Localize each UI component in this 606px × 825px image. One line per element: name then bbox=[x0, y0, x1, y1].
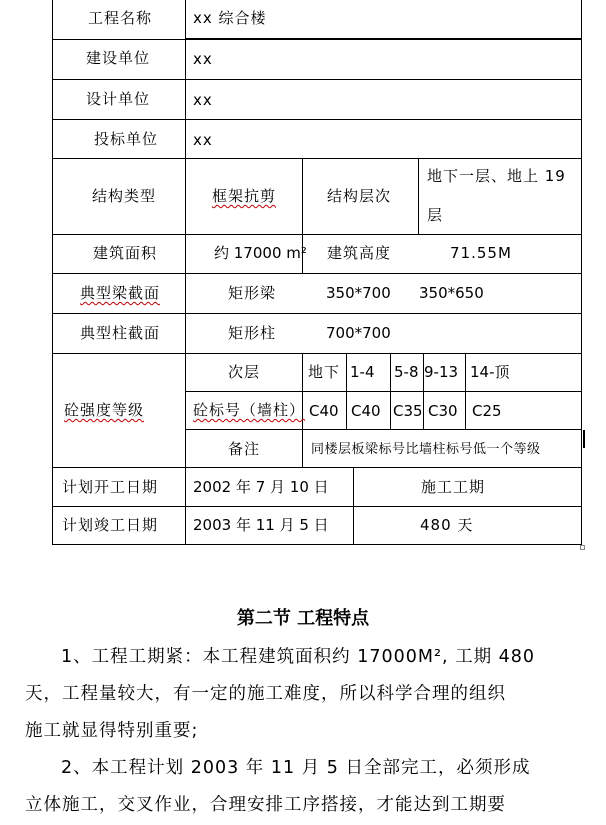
structure-levels-value-cont: 层 bbox=[427, 206, 444, 224]
table-rule bbox=[353, 467, 354, 545]
duration-value: 480 天 bbox=[420, 516, 474, 534]
paragraph-line bbox=[25, 750, 577, 787]
table-rule bbox=[390, 353, 391, 430]
table-rule bbox=[52, 353, 582, 354]
paragraph-line bbox=[25, 639, 577, 676]
column-type: 矩形柱 bbox=[228, 324, 277, 342]
floor-range: 14-顶 bbox=[470, 363, 510, 381]
bidder-label: 投标单位 bbox=[94, 130, 159, 148]
project-name-label: 工程名称 bbox=[88, 9, 153, 27]
structure-type-label: 结构类型 bbox=[92, 187, 157, 205]
structure-type-value: 框架抗剪 bbox=[212, 187, 277, 205]
table-rule bbox=[302, 429, 303, 468]
floor-range-label: 次层 bbox=[228, 363, 261, 381]
table-rule bbox=[581, 0, 582, 545]
floor-range: 地下 bbox=[308, 363, 341, 381]
grade-value: C30 bbox=[428, 402, 458, 420]
grade-value: C35 bbox=[393, 402, 423, 420]
start-date-label: 计划开工日期 bbox=[62, 478, 159, 496]
section-heading: 第二节 工程特点 bbox=[236, 608, 370, 629]
finish-date-value: 2003 年 11 月 5 日 bbox=[193, 516, 329, 534]
floor-area-label: 建筑面积 bbox=[93, 244, 158, 262]
table-rule bbox=[52, 79, 582, 80]
note-label: 备注 bbox=[228, 440, 261, 458]
table-rule bbox=[346, 353, 347, 430]
table-rule bbox=[52, 39, 582, 40]
table-rule bbox=[52, 158, 582, 159]
project-name-value: xx 综合楼 bbox=[193, 9, 267, 27]
table-rule bbox=[52, 313, 582, 314]
start-date-value: 2002 年 7 月 10 日 bbox=[193, 478, 329, 496]
grade-value: C25 bbox=[472, 402, 502, 420]
table-rule bbox=[418, 158, 419, 235]
beam-type: 矩形梁 bbox=[228, 284, 277, 302]
duration-label: 施工工期 bbox=[421, 478, 486, 496]
paragraph-text: 2、本工程计划 2003 年 11 月 5 日全部完工，必须形成 bbox=[61, 758, 531, 778]
table-rule bbox=[185, 0, 186, 545]
floor-range: 1-4 bbox=[350, 363, 375, 381]
concrete-grade-label: 砼强度等级 bbox=[64, 401, 145, 419]
grade-value: C40 bbox=[309, 402, 339, 420]
table-resize-handle[interactable] bbox=[580, 545, 585, 550]
table-rule bbox=[52, 0, 53, 545]
paragraph-text: 1、工程工期紧：本工程建筑面积约 17000M², 工期 480 bbox=[61, 647, 536, 667]
structure-levels-label: 结构层次 bbox=[327, 187, 392, 205]
table-rule bbox=[52, 506, 582, 507]
floor-range: 9-13 bbox=[424, 363, 459, 381]
paragraph-line: 施工就显得特别重要; bbox=[25, 721, 199, 741]
grade-label-text: 砼标号（墙柱） bbox=[193, 401, 306, 419]
beam-section-label: 典型梁截面 bbox=[80, 284, 161, 302]
table-rule bbox=[52, 467, 582, 468]
structure-levels-value: 地下一层、地上 19 bbox=[427, 167, 566, 185]
table-rule bbox=[52, 119, 582, 120]
floor-range: 5-8 bbox=[394, 363, 419, 381]
table-rule bbox=[52, 544, 582, 545]
column-section-label: 典型柱截面 bbox=[80, 324, 161, 342]
table-rule bbox=[465, 353, 466, 430]
table-rule bbox=[185, 429, 582, 430]
finish-date-label: 计划竣工日期 bbox=[62, 516, 159, 534]
designer-label: 设计单位 bbox=[86, 90, 151, 108]
designer-value: xx bbox=[193, 91, 213, 109]
building-height-value: 71.55M bbox=[450, 244, 512, 262]
owner-value: xx bbox=[193, 50, 213, 68]
bidder-value: xx bbox=[193, 131, 213, 149]
table-rule bbox=[185, 391, 582, 392]
table-rule bbox=[52, 273, 582, 274]
floor-area-value: 约 17000 m² bbox=[214, 244, 307, 262]
beam-size-2: 350*650 bbox=[419, 284, 484, 302]
paragraph-line: 天，工程量较大，有一定的施工难度，所以科学合理的组织 bbox=[25, 684, 506, 704]
owner-label: 建设单位 bbox=[86, 49, 151, 67]
beam-size-1: 350*700 bbox=[326, 284, 391, 302]
building-height-label: 建筑高度 bbox=[327, 244, 392, 262]
text-cursor bbox=[583, 430, 585, 448]
grade-value: C40 bbox=[351, 402, 381, 420]
table-rule bbox=[52, 234, 582, 235]
paragraph-line: 立体施工，交叉作业，合理安排工序搭接，才能达到工期要 bbox=[25, 795, 506, 815]
grade-label bbox=[193, 400, 305, 420]
column-size: 700*700 bbox=[326, 324, 391, 342]
note-text: 同楼层板梁标号比墙柱标号低一个等级 bbox=[311, 442, 541, 457]
